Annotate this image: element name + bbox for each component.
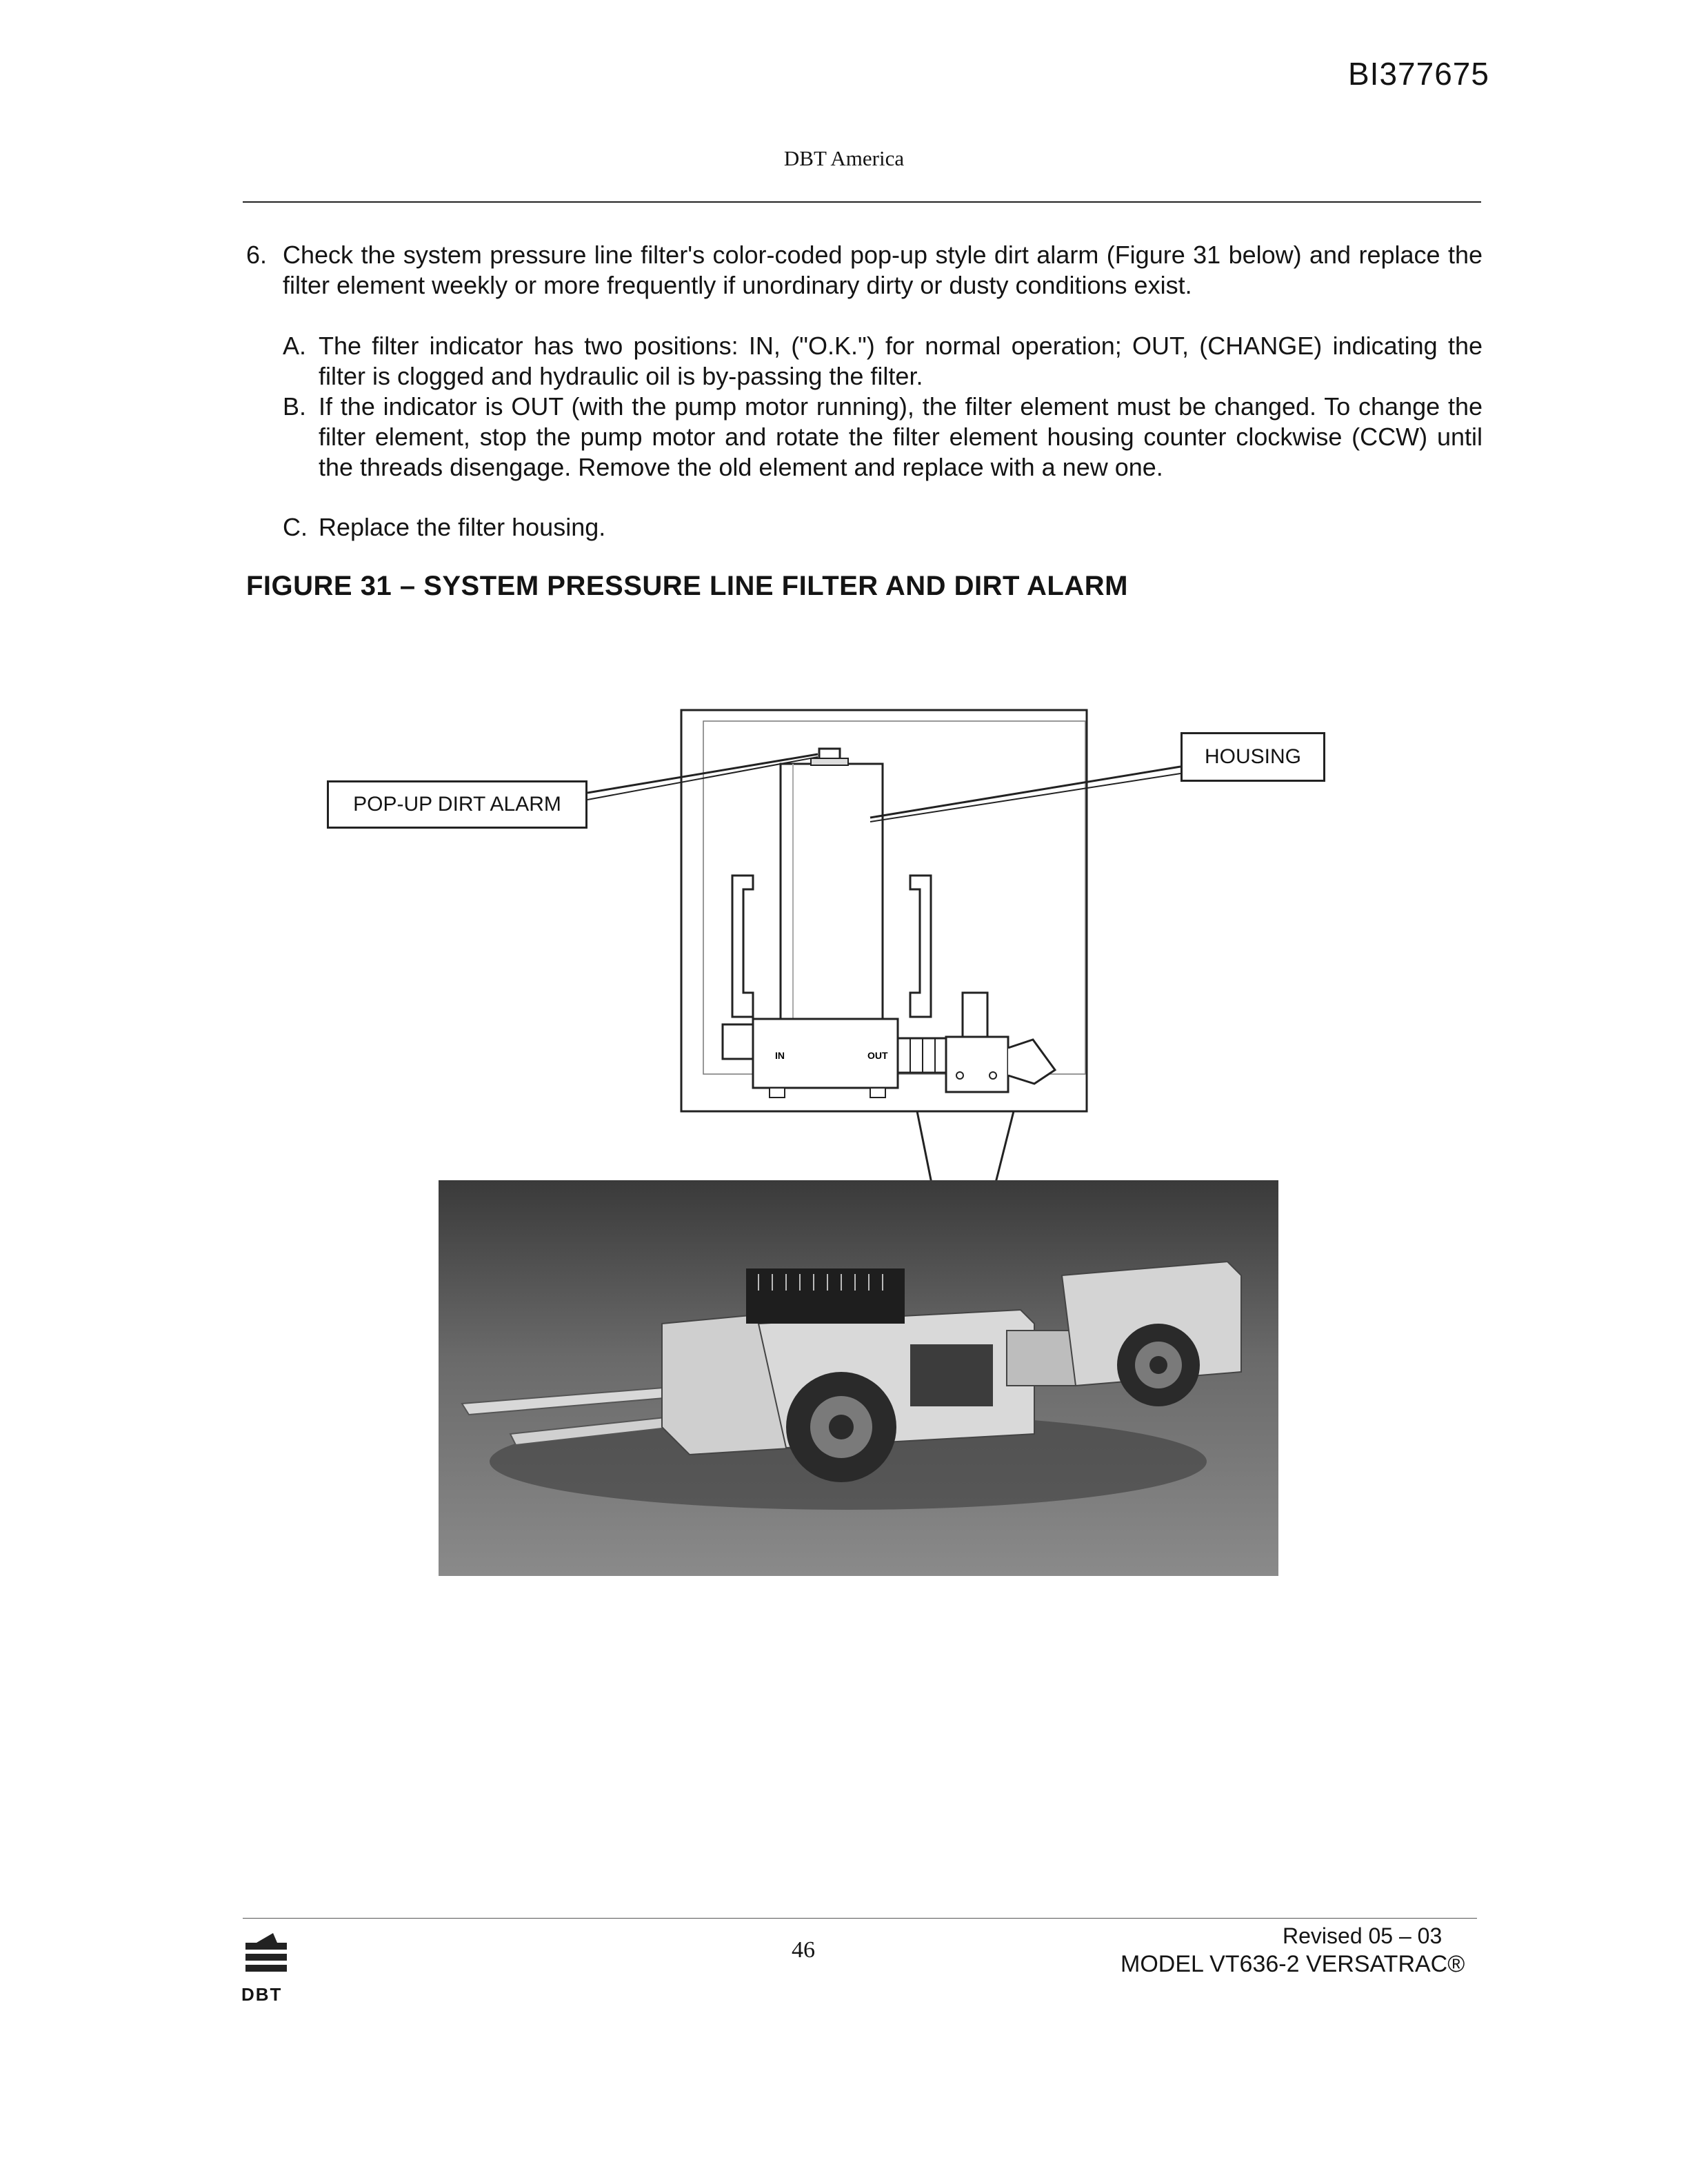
port-label-out: OUT (867, 1050, 888, 1061)
callout-pop-up-dirt-alarm: POP-UP DIRT ALARM (327, 780, 587, 829)
filter-housing-drawing (781, 749, 883, 1019)
step-number: 6. (246, 241, 268, 269)
subitem-c-text: Replace the filter housing. (319, 513, 606, 541)
page-number: 46 (792, 1937, 815, 1963)
footer-rule (243, 1918, 1477, 1919)
callout-housing: HOUSING (1180, 732, 1325, 782)
figure-title: FIGURE 31 – SYSTEM PRESSURE LINE FILTER AND DIRT ALARM (246, 571, 1128, 601)
step-text: Check the system pressure line filter's color-coded pop-up style dirt alarm (Figure 31 below) and replace the filter element weekly or more frequently if unordinary dirty or dusty conditions exist. (283, 241, 1483, 299)
revision-date: Revised 05 – 03 (1283, 1923, 1443, 1948)
port-label-in: IN (775, 1050, 785, 1061)
subitem-a-label: A. (283, 332, 307, 360)
subitem-a-text: The filter indicator has two positions: IN, ("O.K.") for normal operation; OUT, (CHANGE) indicating the filter is clogged and hydraulic oil is by-passing the filter. (319, 332, 1483, 390)
vehicle-photo (439, 1180, 1278, 1576)
company-header: DBT America (783, 146, 905, 170)
model-name: MODEL VT636-2 VERSATRAC® (1121, 1951, 1465, 1977)
dbt-logo-text: DBT (241, 1984, 283, 2005)
subitem-c-label: C. (283, 513, 308, 541)
document-id: BI377675 (1348, 56, 1489, 92)
subitem-b-label: B. (283, 392, 307, 421)
subitem-b-text: If the indicator is OUT (with the pump motor running), the filter element must be changed. To change the filter element, stop the pump motor and rotate the filter element housing counter clockwise (CCW) until the threads disengage. Remove the old element and replace with a new one. (319, 392, 1483, 481)
